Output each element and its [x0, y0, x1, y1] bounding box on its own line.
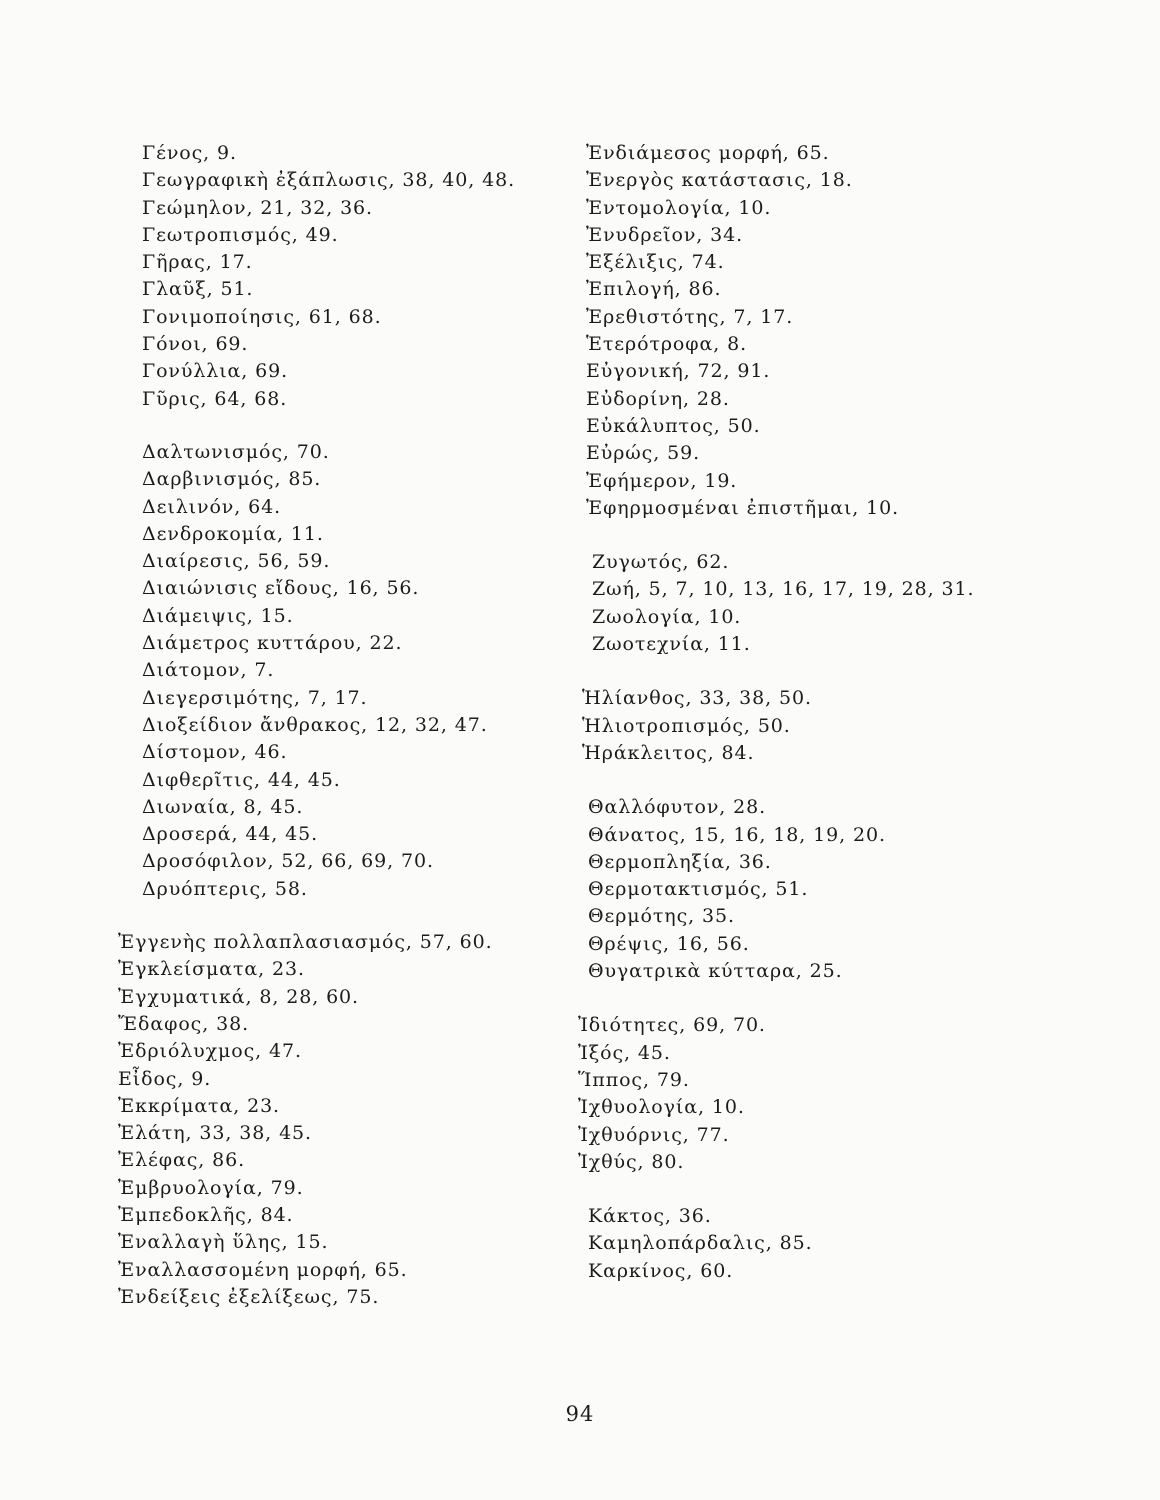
index-entry: Θάνατος, 15, 16, 18, 19, 20.: [588, 823, 886, 846]
index-group-theta: [578, 794, 1098, 985]
index-entry: Ἐγχυματικά, 8, 28, 60.: [118, 985, 359, 1008]
index-entry: Ἰχθύς, 80.: [578, 1150, 685, 1173]
index-entry: Διφθερῖτις, 44, 45.: [142, 768, 341, 791]
index-entry: Δαρβινισμός, 85.: [142, 468, 322, 491]
index-entry: Θαλλόφυτον, 28.: [588, 796, 767, 819]
index-entry: Γεωτροπισμός, 49.: [142, 223, 339, 246]
index-entry: Θερμοτακτισμός, 51.: [588, 878, 809, 901]
index-group-epsilon-cont: [578, 140, 1098, 522]
index-entry: Γονύλλια, 69.: [142, 360, 289, 383]
index-entry: Ἐμβρυολογία, 79.: [118, 1176, 304, 1199]
index-entry: Κάκτος, 36.: [588, 1205, 712, 1228]
index-entry: Ἐγκλείσματα, 23.: [118, 958, 305, 981]
index-entry: Θυγατρικὰ κύτταρα, 25.: [588, 960, 843, 983]
index-entry: Θερμοπληξία, 36.: [588, 850, 772, 873]
index-entry: Διάμειψις, 15.: [142, 604, 294, 627]
index-entry: Διοξείδιον ἄνθρακος, 12, 32, 47.: [142, 713, 488, 736]
index-entry: Ἡράκλειτος, 84.: [582, 741, 755, 764]
index-entry: Δενδροκομία, 11.: [142, 522, 324, 545]
page-number: 94: [565, 1402, 595, 1426]
index-entry: Ἐδριόλυχμος, 47.: [118, 1040, 302, 1063]
index-entry: Γεώμηλον, 21, 32, 36.: [142, 196, 373, 219]
index-entry: Ἐφήμερον, 19.: [586, 469, 738, 492]
index-column-right: [578, 140, 1098, 1285]
index-entry: Γλαῦξ, 51.: [142, 278, 254, 301]
index-entry: Ἰξός, 45.: [578, 1041, 671, 1064]
index-column-left: [118, 140, 558, 1311]
index-entry: Ζωή, 5, 7, 10, 13, 16, 17, 19, 28, 31.: [592, 578, 975, 601]
index-entry: Ἡλιοτροπισμός, 50.: [582, 714, 791, 737]
index-entry: Ἐνδείξεις ἐξελίξεως, 75.: [118, 1285, 380, 1308]
index-group-epsilon: [118, 929, 558, 1311]
index-entry: Εὐκάλυπτος, 50.: [586, 414, 761, 437]
index-entry: Διάμετρος κυττάρου, 22.: [142, 632, 403, 655]
index-entry: Εἶδος, 9.: [118, 1067, 212, 1090]
index-entry: Δρυόπτερις, 58.: [142, 877, 308, 900]
index-group-eta: [578, 685, 1098, 767]
index-entry: Διωναία, 8, 45.: [142, 795, 304, 818]
index-entry: Καμηλοπάρδαλις, 85.: [588, 1232, 813, 1255]
index-entry: Ἑτερότροφα, 8.: [586, 333, 748, 356]
index-entry: Ἐξέλιξις, 74.: [586, 251, 725, 274]
index-group-iota: [578, 1012, 1098, 1176]
index-entry: Ἐπιλογή, 86.: [586, 278, 722, 301]
index-entry: Δίστομον, 46.: [142, 741, 288, 764]
index-group-zeta: [578, 549, 1098, 658]
index-group-delta: [118, 439, 558, 903]
index-entry: Ἐρεθιστότης, 7, 17.: [586, 305, 794, 328]
index-entry: Ἐνδιάμεσος μορφή, 65.: [586, 142, 830, 164]
index-entry: Ἐνυδρεῖον, 34.: [586, 223, 744, 246]
index-entry: Δροσερά, 44, 45.: [142, 823, 319, 846]
index-entry: Δειλινόν, 64.: [142, 495, 282, 518]
index-entry: Ἐλάτη, 33, 38, 45.: [118, 1122, 312, 1145]
index-entry: Ἐγγενὴς πολλαπλασιασμός, 57, 60.: [118, 931, 493, 954]
index-entry: Εὐρώς, 59.: [586, 442, 701, 465]
index-entry: Ζωολογία, 10.: [592, 605, 742, 628]
index-entry: Καρκίνος, 60.: [588, 1259, 734, 1282]
index-entry: Ζυγωτός, 62.: [592, 551, 730, 574]
index-entry: Ἰχθυόρνις, 77.: [578, 1123, 730, 1146]
index-entry: Ἰχθυολογία, 10.: [578, 1096, 745, 1119]
index-entry: Γόνοι, 69.: [142, 333, 249, 356]
index-entry: Ζωοτεχνία, 11.: [592, 633, 751, 656]
index-entry: Ἐφηρμοσμέναι ἐπιστῆμαι, 10.: [586, 496, 900, 519]
index-entry: Γῆρας, 17.: [142, 251, 253, 274]
index-entry: Ἐλέφας, 86.: [118, 1149, 246, 1172]
index-entry: Δαλτωνισμός, 70.: [142, 440, 330, 463]
index-entry: Ἐκκρίματα, 23.: [118, 1094, 280, 1117]
index-group-gamma: [118, 140, 558, 413]
index-entry: Γεωγραφικὴ ἐξάπλωσις, 38, 40, 48.: [142, 169, 516, 192]
index-entry: Διαίρεσις, 56, 59.: [142, 550, 331, 573]
index-entry: Θερμότης, 35.: [588, 905, 735, 928]
index-entry: Ἵππος, 79.: [578, 1068, 690, 1091]
index-entry: Ἐναλλασσομένη μορφή, 65.: [118, 1258, 408, 1281]
index-entry: Ἡλίανθος, 33, 38, 50.: [582, 687, 812, 710]
index-entry: Διεγερσιμότης, 7, 17.: [142, 686, 368, 709]
index-group-kappa: [578, 1203, 1098, 1285]
index-entry: Ἐναλλαγὴ ὕλης, 15.: [118, 1231, 329, 1254]
index-entry: Διαιώνισις εἴδους, 16, 56.: [142, 577, 420, 600]
index-entry: Γονιμοποίησις, 61, 68.: [142, 305, 382, 328]
index-entry: Γῦρις, 64, 68.: [142, 387, 288, 410]
index-entry: Γένος, 9.: [142, 142, 237, 164]
index-entry: Ἐμπεδοκλῆς, 84.: [118, 1203, 294, 1226]
index-entry: Ἐνεργὸς κατάστασις, 18.: [586, 169, 853, 192]
index-entry: Ἰδιότητες, 69, 70.: [578, 1014, 766, 1037]
index-entry: Δροσόφιλον, 52, 66, 69, 70.: [142, 850, 434, 873]
index-entry: Εὐδορίνη, 28.: [586, 387, 730, 410]
index-entry: Διάτομον, 7.: [142, 659, 275, 682]
index-entry: Ἔδαφος, 38.: [118, 1012, 250, 1035]
index-entry: Εὐγονική, 72, 91.: [586, 360, 771, 383]
index-entry: Ἐντομολογία, 10.: [586, 196, 772, 219]
index-entry: Θρέψις, 16, 56.: [588, 932, 750, 955]
